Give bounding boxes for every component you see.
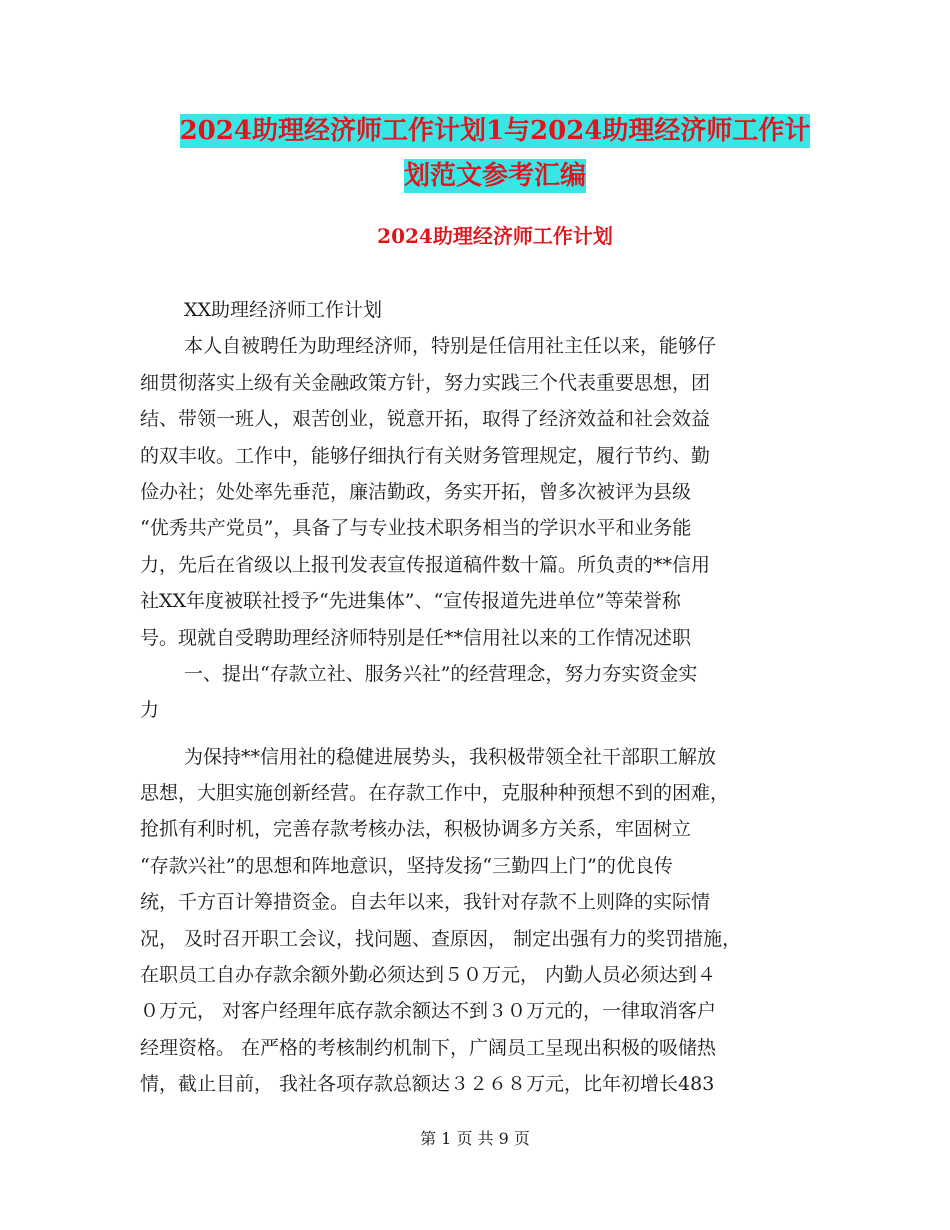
paragraph-1-line: 俭办社；处处率先垂范，廉洁勤政，务实开拓，曾多次被评为县级 xyxy=(140,480,692,503)
paragraph-2-line: 况， 及时召开职工会议，找问题、查原因， 制定出强有力的奖罚措施， xyxy=(140,927,742,950)
paragraph-2-line: 抢抓有利时机，完善存款考核办法，积极协调多方关系，牢固树立 xyxy=(140,818,692,841)
paragraph-1-line: 结、带领一班人，艰苦创业，锐意开拓，取得了经济效益和社会效益 xyxy=(140,408,711,431)
document-title-line-2 xyxy=(140,151,850,201)
paragraph-1-line: 细贯彻落实上级有关金融政策方针，努力实践三个代表重要思想，团 xyxy=(140,371,711,394)
page-number-footer: 第 1 页 共 9 页 xyxy=(420,1129,530,1148)
paragraph-1-line: 的双丰收。工作中，能够仔细执行有关财务管理规定，履行节约、勤 xyxy=(140,444,711,467)
paragraph-2-line: 在职员工自办存款余额外勤必须达到５０万元， 内勤人员必须达到４ xyxy=(140,964,717,987)
paragraph-1-line: 力，先后在省级以上报刊发表宣传报道稿件数十篇。所负责的**信用 xyxy=(140,553,711,576)
section-title: 2024助理经济师工作计划 xyxy=(377,224,613,248)
paragraph-2-line: ０万元， 对客户经理年底存款余额达不到３０万元的，一律取消客户 xyxy=(140,1000,717,1023)
document-title-text-1: 2024助理经济师工作计划1与2024助理经济师工作计 xyxy=(179,116,811,146)
paragraph-1-line: 号。现就自受聘助理经济师特别是任**信用社以来的工作情况述职 xyxy=(140,626,692,649)
paragraph-2-line: 统，千方百计筹措资金。自去年以来，我针对存款不上则降的实际情 xyxy=(140,891,711,914)
heading-1-line: 一、提出“存款立社、服务兴社”的经营理念，努力夯实资金实 xyxy=(184,662,698,685)
paragraph-2-line: 思想，大胆实施创新经营。在存款工作中，克服种种预想不到的困难， xyxy=(140,782,730,805)
heading-1-line: 力 xyxy=(140,699,160,722)
paragraph-1-line: “优秀共产党员”，具备了与专业技术职务相当的学识水平和业务能 xyxy=(140,517,692,540)
paragraph-2-line: 情，截止目前， 我社各项存款总额达３２６８万元，比年初增长483 xyxy=(140,1073,715,1096)
paragraph-2-line: 经理资格。 在严格的考核制约机制下，广阔员工呈现出积极的吸储热 xyxy=(140,1036,717,1059)
document-title-text-2: 划范文参考汇编 xyxy=(403,161,586,191)
document-body xyxy=(140,292,830,1103)
paragraph-1-line: 社XX年度被联社授予“先进集体”、“宣传报道先进单位”等荣誉称 xyxy=(140,590,681,613)
paragraph-2-line: “存款兴社”的思想和阵地意识，坚持发扬“三勤四上门”的优良传 xyxy=(140,854,673,877)
subtitle: XX助理经济师工作计划 xyxy=(184,299,383,321)
paragraph-1-line: 本人自被聘任为助理经济师，特别是任信用社主任以来，能够仔 xyxy=(184,335,717,358)
document-title-line-1 xyxy=(140,106,850,156)
paragraph-2-line: 为保持**信用社的稳健进展势头，我积极带领全社干部职工解放 xyxy=(184,745,717,768)
